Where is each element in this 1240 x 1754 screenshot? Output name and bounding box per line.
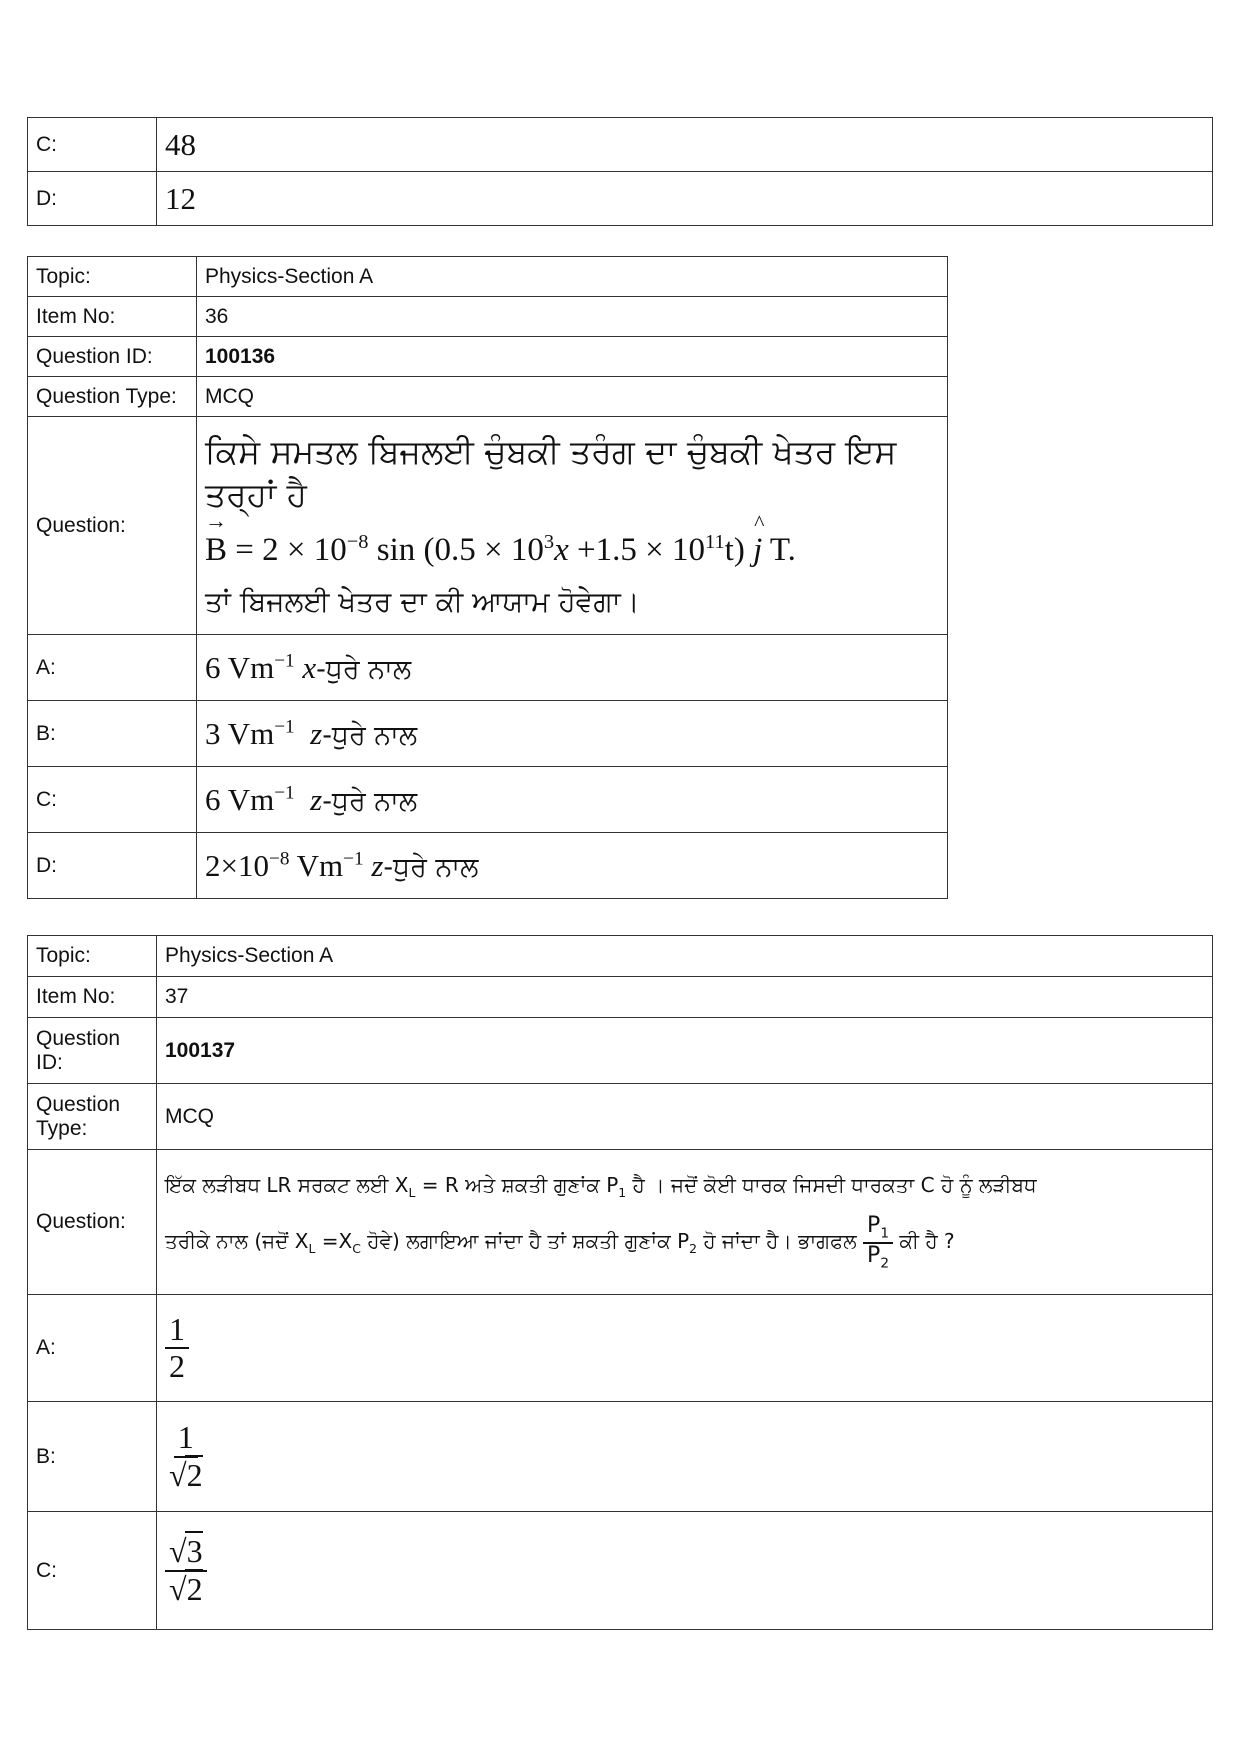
question-type-label: Question Type: — [28, 377, 197, 417]
opt-exp: −1 — [274, 650, 295, 672]
eq-exp: 11 — [704, 530, 725, 553]
opt-axis: z — [371, 847, 384, 883]
frac-den: 2 — [186, 1570, 203, 1607]
question-label: Question: — [28, 417, 197, 635]
question-line-1 — [165, 1173, 1204, 1200]
opt-val: 6 Vm — [205, 781, 275, 817]
ratio-fraction — [863, 1214, 893, 1271]
topic-value: Physics-Section A — [197, 257, 948, 297]
eq-b: B — [205, 531, 228, 568]
frac-num: P — [867, 1213, 881, 1239]
opt-text: -ਧੁਰੇ ਨਾਲ — [322, 785, 418, 817]
opt-unit: Vm — [289, 847, 344, 883]
question-type-value: MCQ — [197, 377, 948, 417]
table-row — [28, 1402, 1213, 1512]
option-c-label: C: — [28, 118, 157, 172]
option-d-value: 12 — [157, 172, 1213, 226]
option-c-value: 48 — [157, 118, 1213, 172]
table-row — [28, 377, 948, 417]
eq-part: = 2 × 10 — [227, 531, 347, 568]
question-id-label: Question ID: — [28, 1018, 157, 1084]
option-b-label: B: — [28, 701, 197, 767]
option-a-value — [197, 635, 948, 701]
table-row — [28, 297, 948, 337]
frac-num: 3 — [186, 1533, 203, 1570]
item-no-value: 37 — [157, 977, 1213, 1018]
option-a-label: A: — [28, 1295, 157, 1402]
q-text: =X — [315, 1229, 353, 1253]
item-no-label: Item No: — [28, 297, 197, 337]
question-text — [197, 417, 948, 635]
option-d-value — [197, 833, 948, 899]
q-text: = R ਅਤੇ ਸ਼ਕਤੀ ਗੁਣਾਂਕ P — [415, 1173, 619, 1198]
fraction — [165, 1312, 189, 1384]
opt-axis: x — [302, 649, 317, 685]
opt-text: -ਧੁਰੇ ਨਾਲ — [383, 851, 479, 883]
table-row — [28, 172, 1213, 226]
opt-text: -ਧੁਰੇ ਨਾਲ — [316, 653, 412, 685]
question-line-1: ਕਿਸੇ ਸਮਤਲ ਬਿਜਲਈ ਚੁੰਬਕੀ ਤਰੰਗ ਦਾ ਚੁੰਬਕੀ ਖੇਤਰ ਇਸ ਤਰ੍ਹਾਂ ਹੈ — [205, 431, 897, 514]
option-c-label: C: — [28, 1512, 157, 1630]
frac-num: 1 — [174, 1420, 198, 1457]
question-id-label: Question ID: — [28, 337, 197, 377]
question-line-3: ਤਾਂ ਬਿਜਲਈ ਖੇਤਰ ਦਾ ਕੀ ਆਯਾਮ ਹੋਵੇਗਾ। — [205, 584, 640, 618]
question-id-value: 100137 — [157, 1018, 1213, 1084]
opt-val: 6 Vm — [205, 649, 275, 685]
eq-unit-vector: j — [753, 531, 763, 568]
opt-axis: z — [310, 781, 323, 817]
frac-den: P — [867, 1242, 881, 1268]
q-text: ਹੋ ਜਾਂਦਾ ਹੈ। ਭਾਗਫਲ — [697, 1229, 864, 1253]
hat-icon: ^ — [754, 509, 765, 535]
option-b-label: B: — [28, 1402, 157, 1512]
option-b-value — [197, 701, 948, 767]
question-id-value: 100136 — [197, 337, 948, 377]
table-row — [28, 1150, 1213, 1295]
fraction — [165, 1420, 207, 1492]
q-text: ਹੋਵੇ) ਲਗਾਇਆ ਜਾਂਦਾ ਹੈ ਤਾਂ ਸ਼ਕਤੀ ਗੁਣਾਂਕ P — [360, 1229, 690, 1253]
question-label: Question: — [28, 1150, 157, 1295]
q-text: ਕੀ ਹੈ ? — [892, 1229, 955, 1253]
table-row — [28, 257, 948, 297]
table-row — [28, 417, 948, 635]
topic-label: Topic: — [28, 257, 197, 297]
eq-part: t) — [724, 531, 754, 568]
opt-val: 2×10 — [205, 847, 269, 883]
table-row — [28, 977, 1213, 1018]
eq-exp: 3 — [543, 530, 555, 553]
q-sub: L — [308, 1241, 316, 1256]
eq-exp: −8 — [346, 530, 369, 553]
question-36-table — [27, 256, 948, 899]
sqrt-icon: √ — [169, 1456, 187, 1493]
table-row — [28, 767, 948, 833]
question-equation — [205, 507, 939, 572]
table-row — [28, 118, 1213, 172]
question-text — [157, 1150, 1213, 1295]
opt-val: 3 Vm — [205, 715, 275, 751]
option-c-label: C: — [28, 767, 197, 833]
opt-exp: −1 — [343, 848, 364, 870]
fraction — [165, 1534, 207, 1606]
question-37-table — [27, 935, 1213, 1630]
frac-den: 2 — [169, 1348, 185, 1384]
question-type-value: MCQ — [157, 1084, 1213, 1150]
topic-value: Physics-Section A — [157, 936, 1213, 977]
table-row — [28, 833, 948, 899]
option-c-value — [157, 1512, 1213, 1630]
eq-var: x — [554, 531, 569, 568]
table-row — [28, 1018, 1213, 1084]
opt-exp: −8 — [268, 848, 290, 870]
option-a-value — [157, 1295, 1213, 1402]
table-row — [28, 635, 948, 701]
table-row — [28, 337, 948, 377]
q-text: ਤਰੀਕੇ ਨਾਲ (ਜਦੋਂ X — [165, 1229, 309, 1253]
q-text: ਹੈ । ਜਦੋਂ ਕੋਈ ਧਾਰਕ ਜਿਸਦੀ ਧਾਰਕਤਾ C ਹੋ ਨੂੰ ਲੜੀਬਧ — [626, 1173, 1037, 1198]
sqrt-icon: √ — [169, 1533, 187, 1570]
frac-num-sub: 1 — [880, 1225, 889, 1242]
opt-exp: −1 — [274, 716, 295, 738]
item-no-value: 36 — [197, 297, 948, 337]
question-type-label: Question Type: — [28, 1084, 157, 1150]
table-row — [28, 1295, 1213, 1402]
q-sub: 2 — [689, 1241, 698, 1256]
eq-part: sin (0.5 × 10 — [368, 531, 544, 568]
opt-exp: −1 — [274, 782, 295, 804]
table-row — [28, 701, 948, 767]
prev-question-table — [27, 117, 1213, 226]
option-c-value — [197, 767, 948, 833]
sqrt-icon: √ — [169, 1570, 187, 1607]
q-sub: C — [352, 1241, 361, 1256]
frac-den: 2 — [186, 1456, 203, 1493]
option-d-label: D: — [28, 172, 157, 226]
frac-num: 1 — [165, 1312, 189, 1349]
opt-axis: z — [310, 715, 323, 751]
option-b-value — [157, 1402, 1213, 1512]
topic-label: Topic: — [28, 936, 157, 977]
table-row — [28, 1084, 1213, 1150]
option-d-label: D: — [28, 833, 197, 899]
question-line-2 — [165, 1214, 1204, 1271]
frac-den-sub: 2 — [880, 1254, 889, 1271]
q-text: ਇੱਕ ਲੜੀਬਧ LR ਸਰਕਟ ਲਈ X — [165, 1173, 409, 1198]
eq-part: T. — [762, 531, 796, 568]
table-row — [28, 936, 1213, 977]
q-sub: 1 — [618, 1185, 627, 1201]
item-no-label: Item No: — [28, 977, 157, 1018]
q-sub: L — [408, 1185, 416, 1201]
eq-part: +1.5 × 10 — [568, 531, 705, 568]
option-a-label: A: — [28, 635, 197, 701]
opt-text: -ਧੁਰੇ ਨਾਲ — [322, 719, 418, 751]
table-row — [28, 1512, 1213, 1630]
vector-arrow-icon: → — [205, 507, 227, 533]
